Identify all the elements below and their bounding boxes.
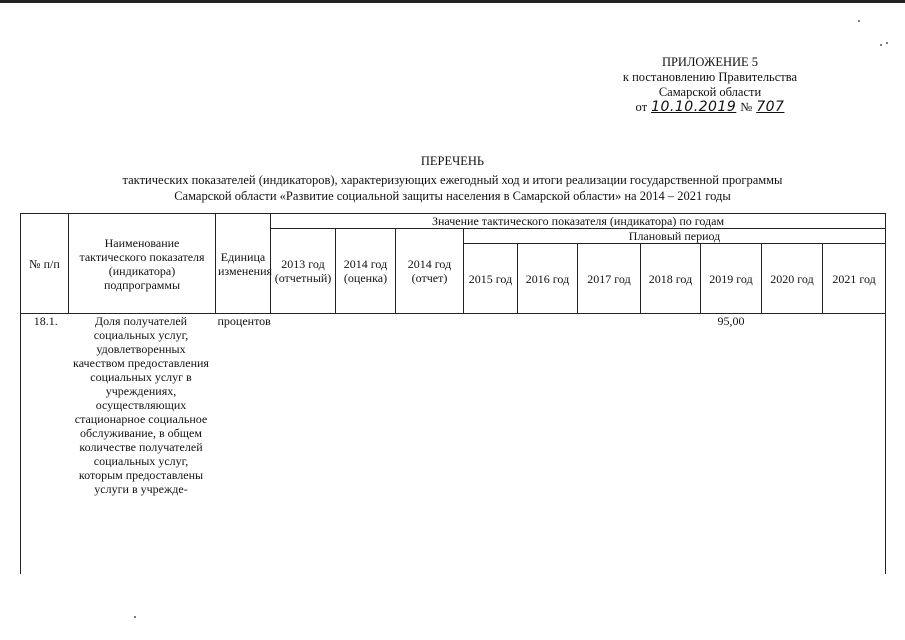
- header-2013: 2013 год (отчетный): [271, 229, 336, 314]
- row-2018: [641, 314, 701, 574]
- row-2020: [762, 314, 823, 574]
- appendix-block: [590, 55, 830, 115]
- appendix-line-1: к постановлению Правительства: [622, 70, 798, 84]
- heading-title: ПЕРЕЧЕНЬ: [420, 154, 485, 168]
- header-2018: 2018 год: [641, 244, 701, 314]
- scan-top-edge: [0, 0, 905, 3]
- from-label: от: [635, 100, 648, 114]
- header-planned-period: Плановый период: [464, 229, 886, 244]
- header-2019: 2019 год: [701, 244, 762, 314]
- row-2017: [578, 314, 641, 574]
- header-name: Наименование тактического показателя (индикатора) подпрограммы: [69, 214, 216, 314]
- number-label: №: [740, 100, 753, 114]
- row-2016: [518, 314, 578, 574]
- heading-subtitle-2: Самарской области «Развитие социальной защиты населения в Самарской области» на 2014 – 2021 годы: [174, 189, 731, 203]
- row-2015: [464, 314, 518, 574]
- header-2020: 2020 год: [762, 244, 823, 314]
- decree-date: 10.10.2019: [651, 99, 737, 115]
- header-2015: 2015 год: [464, 244, 518, 314]
- row-2013: [271, 314, 336, 574]
- scan-speck: [886, 42, 888, 44]
- indicators-table: [20, 213, 886, 574]
- header-num: № п/п: [21, 214, 69, 314]
- heading-subtitle-1: тактических показателей (индикаторов), характеризующих ежегодный ход и итоги реализации государственной программы: [122, 173, 783, 187]
- scan-speck: [858, 20, 860, 22]
- row-num: 18.1.: [21, 314, 69, 574]
- document-heading: [0, 153, 905, 204]
- header-2021: 2021 год: [823, 244, 886, 314]
- header-unit: Единица изменения: [216, 214, 271, 314]
- row-2019: 95,00: [701, 314, 762, 574]
- appendix-title: ПРИЛОЖЕНИЕ 5: [661, 55, 759, 69]
- header-2016: 2016 год: [518, 244, 578, 314]
- row-2014-estimate: [336, 314, 396, 574]
- scan-speck: [880, 44, 882, 46]
- header-values-group: Значение тактического показателя (индикатора) по годам: [271, 214, 886, 229]
- row-unit: процентов: [216, 314, 271, 574]
- appendix-line-2: Самарской области: [658, 85, 762, 99]
- header-2014-report: 2014 год (отчет): [396, 229, 464, 314]
- table-row: [21, 314, 886, 574]
- header-2017: 2017 год: [578, 244, 641, 314]
- row-2014-report: [396, 314, 464, 574]
- decree-number: 707: [756, 99, 785, 115]
- header-2014-estimate: 2014 год (оценка): [336, 229, 396, 314]
- row-name: Доля получателей социальных услуг, удовлетворенных качеством предоставления социальных услуг в учреждениях, осуществляющих стационарное социальное обслуживание, в общем количестве получателей социальных услуг, которым предоставлены услуги в учрежде-: [69, 314, 216, 574]
- row-2021: [823, 314, 886, 574]
- scan-speck: [134, 616, 136, 618]
- decree-date-number: [590, 100, 830, 115]
